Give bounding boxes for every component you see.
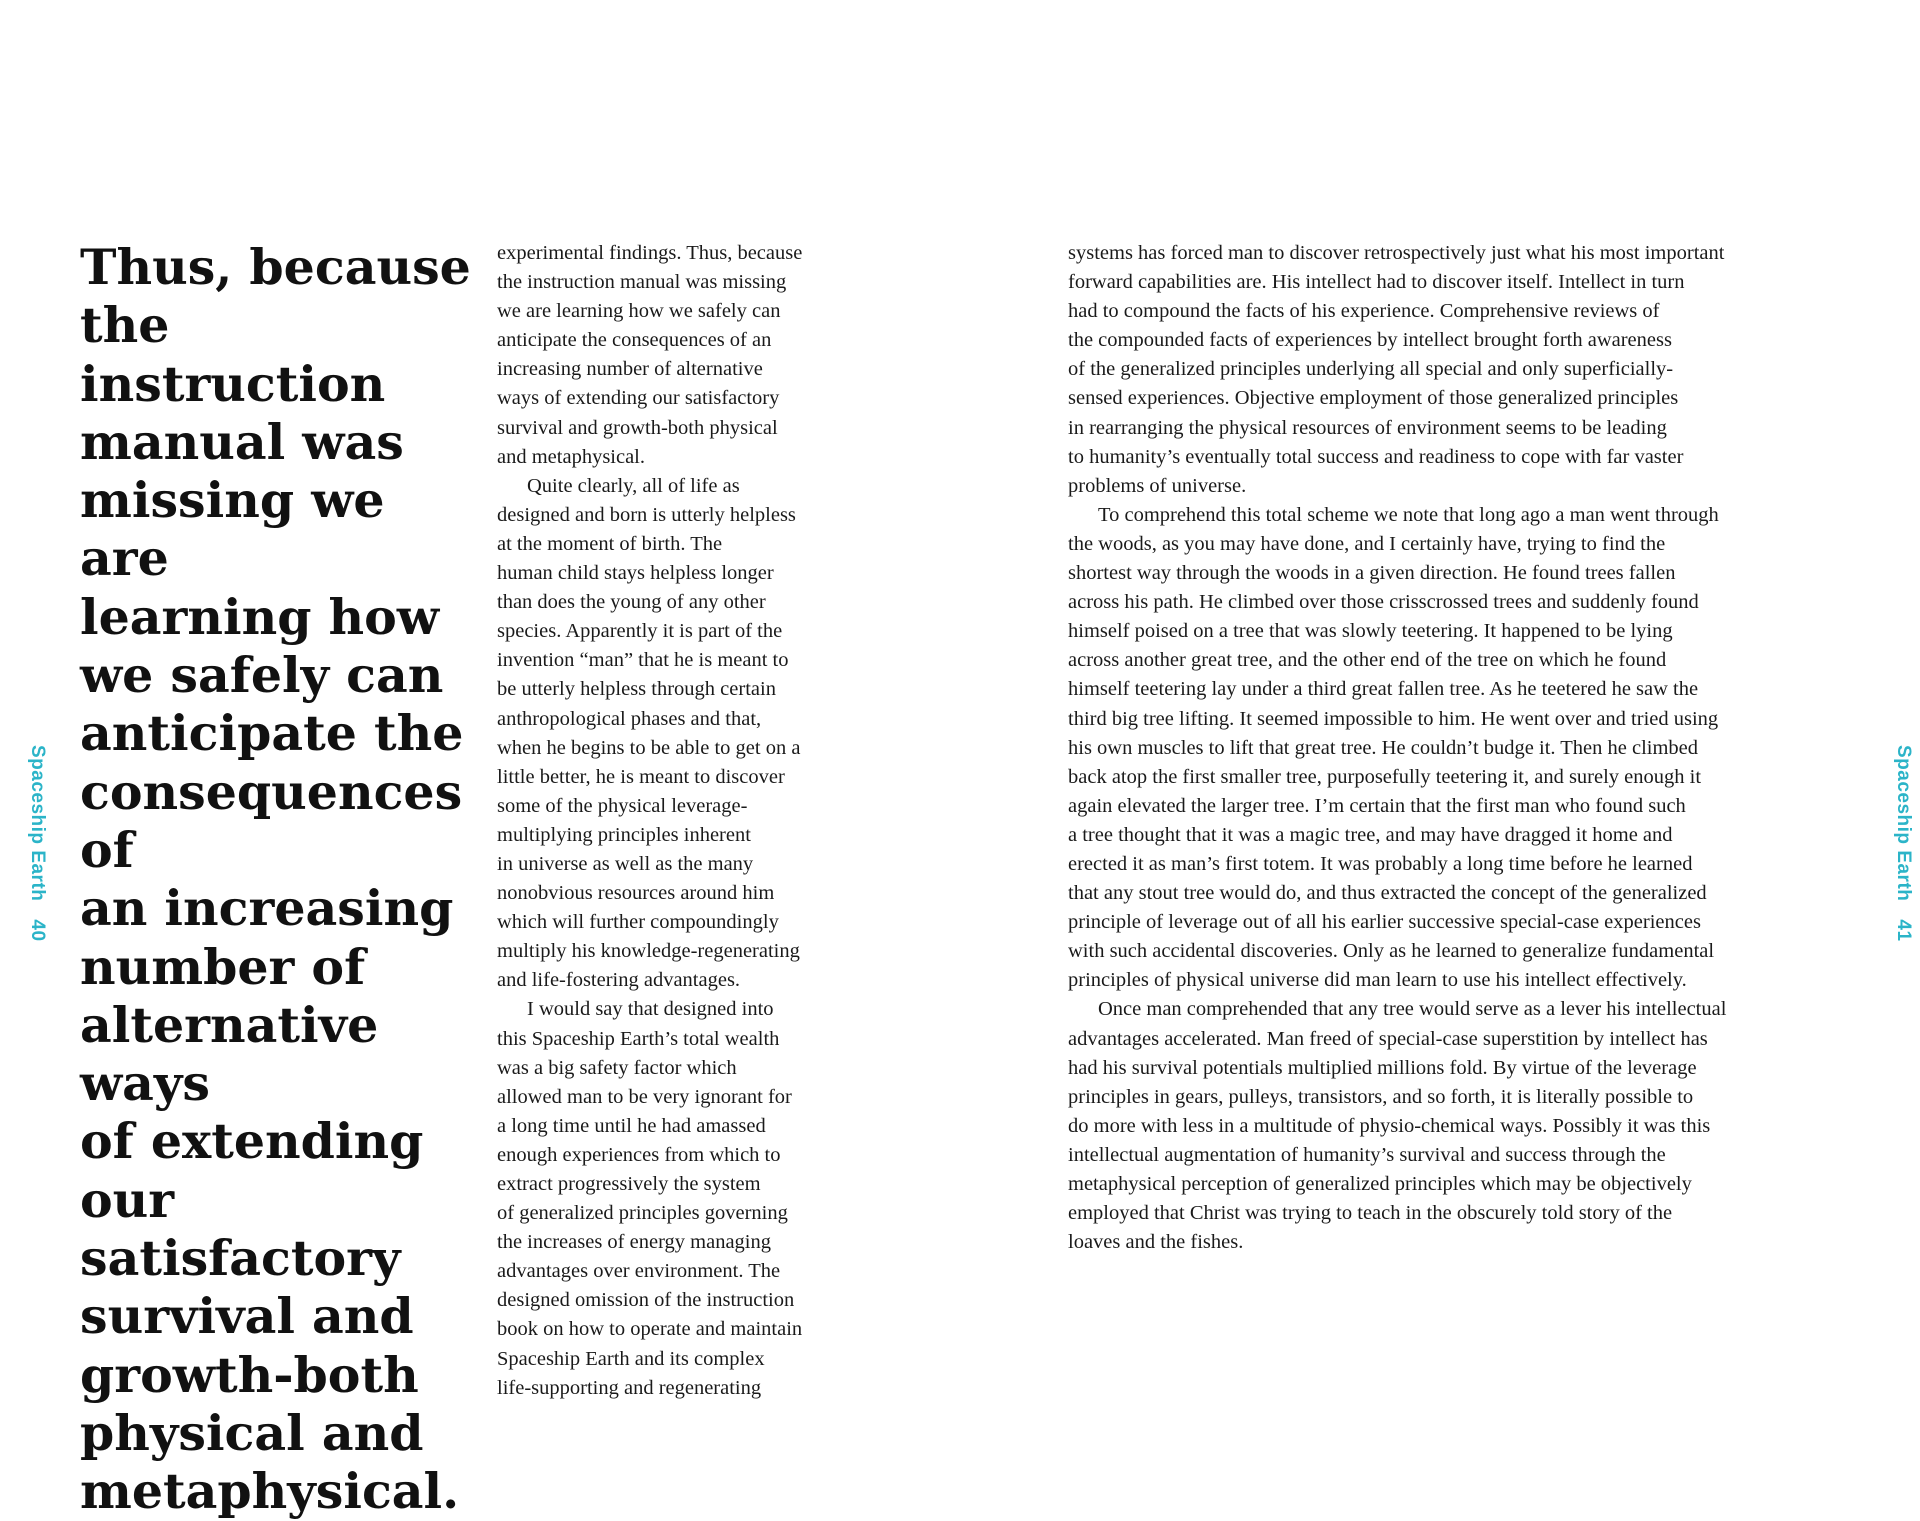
paragraph: I would say that designed into this Spaceship Earth’s total wealth was a big safety factor which allowed man to be very ignorant for a long time until he had amassed enough experiences from which to extract progressively the system of generalized principles governing the increases of energy managing advantages over environment. The designed omission of the instruction book on how to operate and maintain Spaceship Earth and its complex life-supporting and regenerating [497,998,803,1399]
body-column-right [1068,239,1888,1257]
paragraph: Quite clearly, all of life as designed and born is utterly helpless at the moment of birth. The human child stays helpless longer than does the young of any other species. Apparently it is part of the invention “man” that he is meant to be utterly helpless through certain anthropological phases and that, when he begins to be able to get on a little better, he is meant to discover some of the physical leverage- multiplying principles inherent in universe as well as the many nonobvious resources around him which will further compoundingly multiply his knowledge-regenerating and life-fostering advantages. [497,474,801,992]
page-number: 40 [27,919,48,942]
paragraph: To comprehend this total scheme we note that long ago a man went through the woods, as you may have done, and I certainly have, trying to find the shortest way through the woods in a given direction. He found trees fallen across his path. He climbed over those crisscrossed trees and suddenly found himself poised on a tree that was slowly teetering. It happened to be lying across another great tree, and the other end of the tree on which he found himself teetering lay under a third great fallen tree. As he teetered he saw the third big tree lifting. It seemed impossible to him. He went over and tried using his own muscles to lift that great tree. He couldn’t budge it. Then he climbed back atop the first smaller tree, purposefully teetering it, and surely enough it again elevated the larger tree. I’m certain that the first man who found such a tree thought that it was a magic tree, and may have dragged it home and erected it as man’s first totem. It was probably a long time before he learned that any stout tree would do, and thus extracted the concept of the generalized principle of leverage out of all his earlier successive special-case experiences with such accidental discoveries. Only as he learned to generalize fundamental principles of physical universe did man learn to use his intellect effectively. [1068,503,1719,992]
running-title: Spaceship Earth [27,745,48,902]
pull-quote: Thus, because the instruction manual was missing we are learning how we safely can anticipate the consequences of an increasing number of alternative ways of extending our satisfactory survival and growth-both physical and metaphysical. [80,238,471,1521]
body-column-left [497,239,877,1403]
right-page [960,0,1920,1440]
page-number: 41 [1893,919,1914,942]
running-head-right [1884,745,1914,965]
running-head-left [18,745,48,965]
paragraph: experimental findings. Thus, because the instruction manual was missing we are learning how we safely can anticipate the consequences of an increasing number of alternative ways of extending our satisfactory survival and growth-both physical and metaphysical. [497,242,803,468]
paragraph: Once man comprehended that any tree would serve as a lever his intellectual advantages accelerated. Man freed of special-case superstition by intellect has had his survival potentials multiplied millions fold. By virtue of the leverage principles in gears, pulleys, transistors, and so forth, it is literally possible to do more with less in a multitude of physio-chemical ways. Possibly it was this intellectual augmentation of humanity’s survival and success through the metaphysical perception of generalized principles which may be objectively employed that Christ was trying to teach in the obscurely told story of the loaves and the fishes. [1068,998,1727,1254]
running-title: Spaceship Earth [1893,745,1914,902]
paragraph: systems has forced man to discover retrospectively just what his most important forward capabilities are. His intellect had to discover itself. Intellect in turn had to compound the facts of his experience. Comprehensive reviews of the compounded facts of experiences by intellect brought forth awareness of the generalized principles underlying all special and only superficially- sensed experiences. Objective employment of those generalized principles in rearranging the physical resources of environment seems to be leading to humanity’s eventually total success and readiness to cope with far vaster problems of universe. [1068,242,1725,497]
